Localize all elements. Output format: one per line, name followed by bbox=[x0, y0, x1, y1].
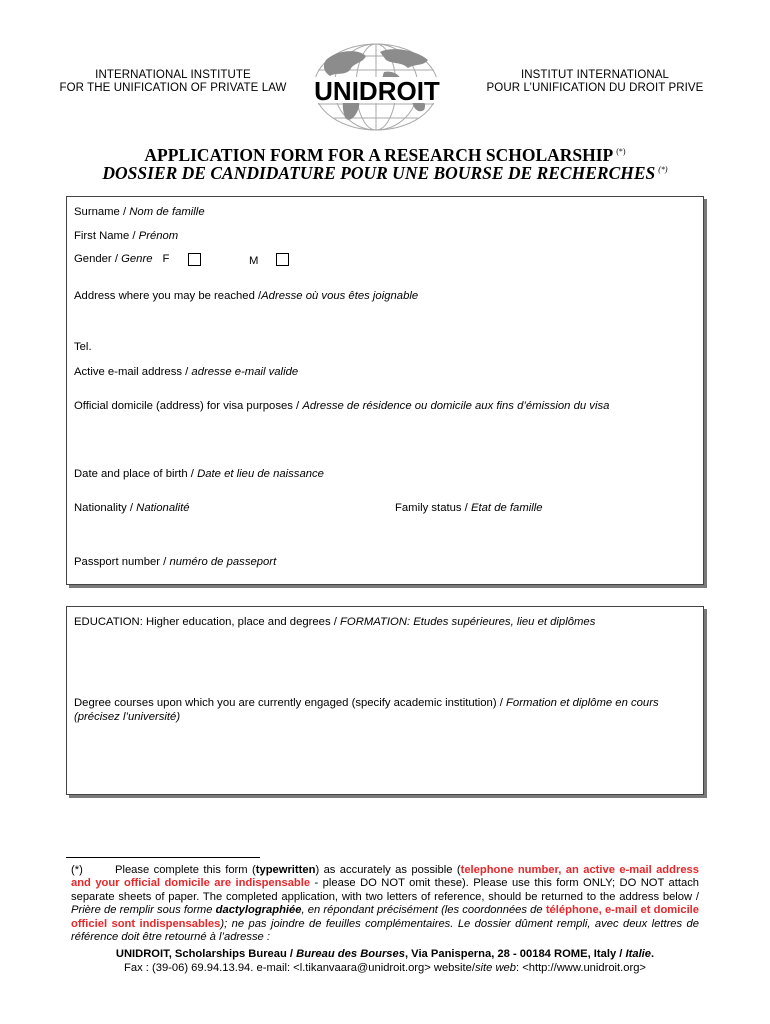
unidroit-logo bbox=[296, 42, 456, 132]
footnote-required-fr: téléphone, e-mail et domicile officiel sont indispensables bbox=[71, 904, 700, 930]
title-fr-text: DOSSIER DE CANDIDATURE POUR UNE BOURSE DE RECHERCHES bbox=[102, 163, 656, 183]
header-right-line1: INSTITUT INTERNATIONAL bbox=[520, 69, 670, 81]
email-label: Active e-mail address / bbox=[74, 366, 192, 378]
passport-field[interactable] bbox=[74, 556, 276, 568]
logo-text: UNIDROIT bbox=[314, 76, 440, 106]
birth-field[interactable] bbox=[74, 468, 324, 480]
passport-label-fr: numéro de passeport bbox=[169, 556, 277, 568]
gender-field bbox=[74, 253, 169, 265]
title-en-marker: (*) bbox=[616, 147, 626, 157]
birth-label: Date and place of birth / bbox=[74, 468, 198, 480]
bureau-org-fr: Bureau des Bourses bbox=[296, 948, 405, 960]
address-label: Address where you may be reached / bbox=[74, 290, 262, 302]
bureau-address bbox=[0, 948, 770, 960]
passport-label: Passport number / bbox=[74, 556, 170, 568]
globe-logo-icon bbox=[296, 42, 456, 132]
education-label: EDUCATION: Higher education, place and degrees / bbox=[74, 616, 341, 628]
footnote bbox=[71, 864, 699, 944]
bureau-end: . bbox=[651, 948, 655, 960]
gender-m-checkbox[interactable] bbox=[276, 253, 289, 266]
footnote-text-6: Prière de remplir sous forme bbox=[71, 904, 216, 917]
header-left-line2: FOR THE UNIFICATION OF PRIVATE LAW bbox=[59, 82, 287, 94]
tel-field[interactable] bbox=[74, 341, 92, 353]
firstname-label: First Name / bbox=[74, 230, 139, 242]
gender-f-label: F bbox=[162, 253, 170, 265]
tel-label: Tel. bbox=[74, 341, 92, 353]
bureau-org: UNIDROIT, Scholarships Bureau / bbox=[115, 948, 297, 960]
education-label-fr: FORMATION: Etudes supérieures, lieu et diplômes bbox=[340, 616, 596, 628]
surname-label-fr: Nom de famille bbox=[129, 206, 205, 218]
nationality-label-fr: Nationalité bbox=[136, 502, 190, 514]
domicile-label: Official domicile (address) for visa purposes / bbox=[74, 400, 303, 412]
degree-field[interactable] bbox=[74, 697, 698, 724]
education-field[interactable] bbox=[74, 616, 595, 628]
title-fr-marker: (*) bbox=[658, 165, 668, 175]
gender-f-checkbox[interactable] bbox=[188, 253, 201, 266]
header-right bbox=[470, 69, 720, 95]
degree-label-fr-2: (précisez l’université) bbox=[74, 710, 181, 723]
bureau-contact-site: site web bbox=[474, 962, 516, 974]
footnote-text-10: ); ne pas joindre de feuilles complémentaires. Le dossier dûment rempli, avec deux lettres de référence doit être retourné à l’adresse : bbox=[71, 917, 699, 944]
firstname-label-fr: Prénom bbox=[138, 230, 179, 242]
header-right-line2: POUR L’UNIFICATION DU DROIT PRIVE bbox=[486, 82, 704, 94]
surname-label: Surname / bbox=[74, 206, 130, 218]
footnote-typewritten: typewritten bbox=[255, 864, 316, 876]
header-left bbox=[48, 69, 298, 95]
footnote-divider bbox=[66, 857, 260, 858]
family-status-label: Family status / bbox=[395, 502, 471, 514]
domicile-field[interactable] bbox=[74, 400, 609, 412]
bureau-contact bbox=[0, 962, 770, 974]
title-en-text: APPLICATION FORM FOR A RESEARCH SCHOLARSHIP bbox=[144, 145, 614, 165]
firstname-field[interactable] bbox=[74, 230, 178, 242]
footnote-marker: (*) bbox=[71, 864, 83, 876]
bureau-street: , Via Panisperna, 28 - 00184 ROME, Italy / bbox=[404, 948, 626, 960]
email-field[interactable] bbox=[74, 366, 298, 378]
footnote-text-5: - please DO NOT omit these). Please use this form ONLY; DO NOT attach separate sheets of paper. The completed application, with two letters of reference, should be returned to the address below / bbox=[71, 877, 700, 903]
title-fr bbox=[0, 163, 770, 184]
bureau-country-fr: Italie bbox=[625, 948, 652, 960]
nationality-label: Nationality / bbox=[74, 502, 137, 514]
domicile-label-fr: Adresse de résidence ou domicile aux fins d’émission du visa bbox=[302, 400, 610, 412]
bureau-contact-url: : <http://www.unidroit.org> bbox=[515, 962, 646, 974]
footnote-text-1: Please complete this form ( bbox=[115, 864, 256, 876]
gender-label-fr: Genre bbox=[121, 253, 153, 265]
surname-field[interactable] bbox=[74, 206, 205, 218]
nationality-field[interactable] bbox=[74, 502, 190, 514]
footnote-required-en: telephone number, an active e-mail address and your official domicile are indispensable bbox=[71, 864, 699, 890]
footnote-text-3: ) as accurately as possible ( bbox=[315, 864, 461, 876]
address-field[interactable] bbox=[74, 290, 418, 302]
footnote-text-8: , en répondant précisément (les coordonnées de bbox=[301, 904, 546, 917]
family-status-field[interactable] bbox=[395, 502, 543, 514]
address-label-fr: Adresse où vous êtes joignable bbox=[261, 290, 419, 302]
footnote-dactylographiee: dactylographiée bbox=[215, 904, 302, 917]
header-left-line1: INTERNATIONAL INSTITUTE bbox=[95, 69, 251, 81]
email-label-fr: adresse e-mail valide bbox=[191, 366, 299, 378]
degree-label: Degree courses upon which you are currently engaged (specify academic institution) / bbox=[74, 697, 507, 709]
gender-label: Gender / bbox=[74, 253, 122, 265]
family-status-label-fr: Etat de famille bbox=[470, 502, 543, 514]
birth-label-fr: Date et lieu de naissance bbox=[197, 468, 324, 480]
degree-label-fr: Formation et diplôme en cours bbox=[506, 697, 659, 709]
gender-m-label: M bbox=[249, 255, 259, 267]
bureau-contact-text: Fax : (39-06) 69.94.13.94. e-mail: <l.tikanvaara@unidroit.org> website/ bbox=[124, 962, 475, 974]
